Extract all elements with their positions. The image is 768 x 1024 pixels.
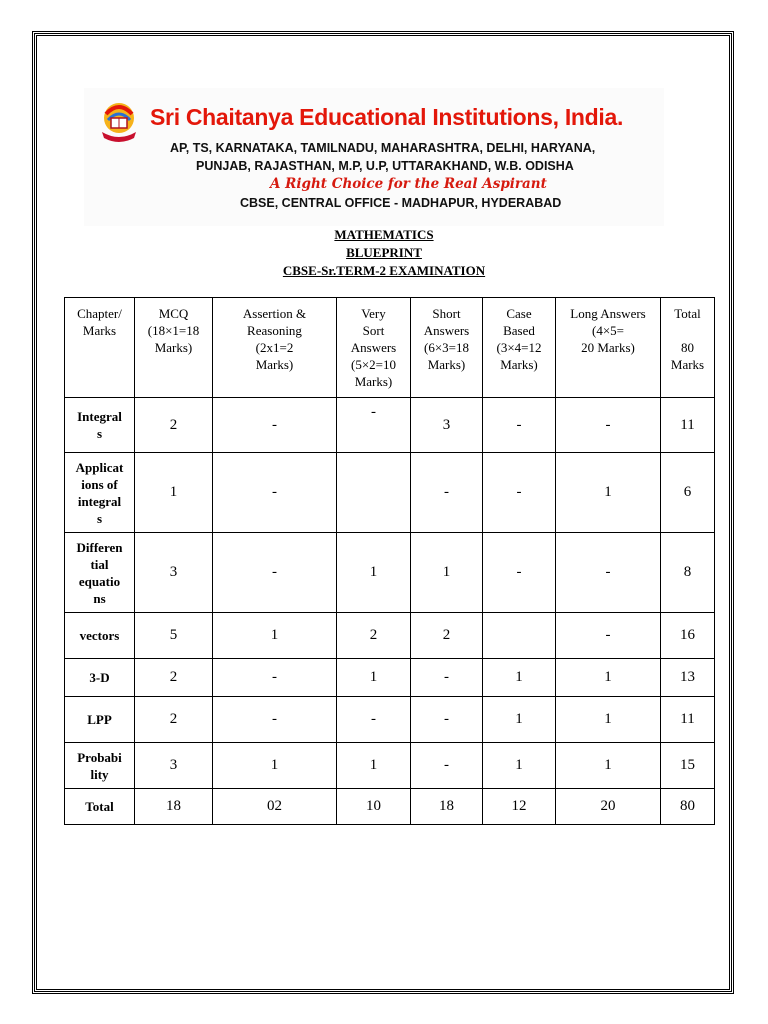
marks-cell	[483, 613, 556, 659]
marks-cell: -	[213, 659, 337, 697]
marks-cell: 2	[135, 398, 213, 453]
column-header	[556, 298, 661, 398]
marks-cell: -	[556, 398, 661, 453]
chapter-name-line: Applicat	[75, 459, 124, 475]
column-header-line: Long Answers	[570, 306, 646, 321]
chapter-name-line: ns	[93, 590, 106, 606]
marks-cell: 11	[661, 697, 715, 743]
marks-cell: -	[213, 533, 337, 613]
marks-cell: -	[483, 398, 556, 453]
column-header-line: Assertion &	[242, 306, 307, 321]
column-header-line: Answers	[423, 323, 470, 338]
column-header	[65, 298, 135, 398]
table-row	[65, 453, 715, 533]
marks-cell: 10	[337, 789, 411, 825]
marks-cell: 5	[135, 613, 213, 659]
marks-cell: -	[483, 453, 556, 533]
chapter-name-line: s	[96, 426, 103, 441]
table-row	[65, 659, 715, 697]
marks-cell: 15	[661, 743, 715, 789]
marks-cell: 11	[661, 398, 715, 453]
states-line-1: AP, TS, KARNATAKA, TAMILNADU, MAHARASHTRA, DELHI, HARYANA,	[170, 141, 596, 155]
institution-name: Sri Chaitanya Educational Institutions, India.	[150, 104, 624, 130]
marks-cell: 2	[411, 613, 483, 659]
marks-cell: 1	[213, 743, 337, 789]
column-header-line: Marks	[670, 357, 705, 372]
marks-cell: -	[337, 697, 411, 743]
marks-cell: 1	[411, 533, 483, 613]
marks-cell: 3	[411, 398, 483, 453]
chapter-cell	[65, 533, 135, 613]
column-header-line: (4×5=	[592, 323, 624, 338]
chapter-name-line: vectors	[79, 628, 120, 643]
chapter-name-line: 3-D	[89, 670, 110, 685]
table-row	[65, 398, 715, 453]
chapter-cell	[65, 659, 135, 697]
marks-cell: 6	[661, 453, 715, 533]
chapter-cell	[65, 743, 135, 789]
column-header-line: Marks)	[427, 357, 466, 372]
marks-cell: 2	[135, 659, 213, 697]
chapter-cell	[65, 453, 135, 533]
table-row	[65, 789, 715, 825]
column-header-line: Sort	[362, 323, 385, 338]
document-heading: BLUEPRINT	[346, 245, 422, 260]
chapter-name-line: integral	[77, 493, 122, 509]
chapter-name-line: ions of	[81, 476, 118, 492]
column-header	[337, 298, 411, 398]
marks-cell: 2	[337, 613, 411, 659]
marks-cell: 1	[337, 743, 411, 789]
marks-cell: 1	[556, 743, 661, 789]
column-header-line: Marks)	[500, 357, 538, 372]
chapter-cell	[65, 613, 135, 659]
marks-cell: 1	[556, 659, 661, 697]
marks-cell: 16	[661, 613, 715, 659]
column-header-line: Marks	[82, 323, 117, 338]
column-header-line: Marks)	[354, 374, 393, 389]
column-header-line: Chapter/	[77, 306, 122, 321]
column-header-line: Marks)	[154, 340, 193, 355]
column-header-line: MCQ	[158, 306, 189, 321]
marks-cell: 1	[556, 453, 661, 533]
chapter-name-line: tial	[90, 556, 109, 572]
chapter-name-line: equatio	[78, 573, 121, 589]
marks-cell	[337, 453, 411, 533]
institution-logo-icon	[96, 98, 142, 146]
marks-cell: 1	[556, 697, 661, 743]
chapter-cell	[65, 789, 135, 825]
marks-cell: 13	[661, 659, 715, 697]
letterhead	[84, 88, 664, 226]
column-header-line: Total	[674, 306, 701, 321]
column-header	[411, 298, 483, 398]
blueprint-table	[64, 297, 715, 825]
marks-cell: 3	[135, 743, 213, 789]
column-header-line: Answers	[350, 340, 397, 355]
marks-cell: 20	[556, 789, 661, 825]
column-header-line: 20 Marks)	[581, 340, 635, 355]
column-header-line: Reasoning	[247, 323, 302, 338]
marks-cell: 02	[213, 789, 337, 825]
column-header-line: (2x1=2	[255, 340, 294, 355]
marks-cell: 1	[213, 613, 337, 659]
table-row	[65, 613, 715, 659]
marks-cell: 2	[135, 697, 213, 743]
column-header-line: (3×4=12	[496, 340, 542, 355]
column-header-line: Short	[432, 306, 461, 321]
chapter-name-line: Integral	[77, 409, 122, 424]
chapter-name-line: s	[96, 510, 103, 526]
chapter-cell	[65, 697, 135, 743]
marks-cell: 18	[135, 789, 213, 825]
marks-cell: 1	[483, 697, 556, 743]
column-header-line: Based	[503, 323, 535, 338]
marks-cell: -	[337, 398, 411, 453]
marks-cell: 1	[337, 659, 411, 697]
marks-cell: -	[213, 453, 337, 533]
chapter-name-line: Probabi	[77, 749, 122, 765]
column-header-line: (6×3=18	[424, 340, 469, 355]
marks-cell: 1	[483, 659, 556, 697]
marks-cell: -	[411, 453, 483, 533]
tagline: A Right Choice for the Real Aspirant	[270, 176, 547, 192]
chapter-name-line: LPP	[87, 712, 112, 727]
marks-cell: 12	[483, 789, 556, 825]
table-row	[65, 533, 715, 613]
chapter-cell	[65, 398, 135, 453]
marks-cell: -	[213, 697, 337, 743]
table-row	[65, 743, 715, 789]
column-header	[661, 298, 715, 398]
marks-cell: -	[556, 533, 661, 613]
column-header	[135, 298, 213, 398]
marks-cell: 80	[661, 789, 715, 825]
marks-cell: 1	[135, 453, 213, 533]
marks-cell: -	[411, 697, 483, 743]
table-header-row	[65, 298, 715, 398]
marks-cell: -	[411, 743, 483, 789]
column-header-line: (18×1=18	[147, 323, 200, 338]
exam-heading: CBSE-Sr.TERM-2 EXAMINATION	[282, 263, 486, 278]
column-header-line: (5×2=10	[351, 357, 396, 372]
table-row	[65, 697, 715, 743]
marks-cell: 3	[135, 533, 213, 613]
marks-cell: -	[556, 613, 661, 659]
column-header	[213, 298, 337, 398]
column-header	[483, 298, 556, 398]
chapter-name-line: lity	[90, 766, 109, 782]
chapter-name-line: Total	[85, 799, 114, 814]
column-header-line: Case	[506, 306, 532, 321]
chapter-name-line: Differen	[76, 539, 123, 555]
marks-cell: 1	[483, 743, 556, 789]
subject-heading: MATHEMATICS	[334, 227, 434, 242]
marks-cell: 18	[411, 789, 483, 825]
marks-cell: -	[483, 533, 556, 613]
marks-cell: 8	[661, 533, 715, 613]
column-header-line	[663, 322, 712, 339]
states-line-2: PUNJAB, RAJASTHAN, M.P, U.P, UTTARAKHAND, W.B. ODISHA	[196, 159, 574, 173]
marks-cell: -	[411, 659, 483, 697]
column-header-line: Marks)	[255, 357, 294, 372]
column-header-line: Very	[361, 306, 386, 321]
column-header-line: 80	[681, 340, 694, 355]
marks-cell: -	[213, 398, 337, 453]
marks-cell: 1	[337, 533, 411, 613]
office-address: CBSE, CENTRAL OFFICE - MADHAPUR, HYDERABAD	[240, 196, 562, 210]
